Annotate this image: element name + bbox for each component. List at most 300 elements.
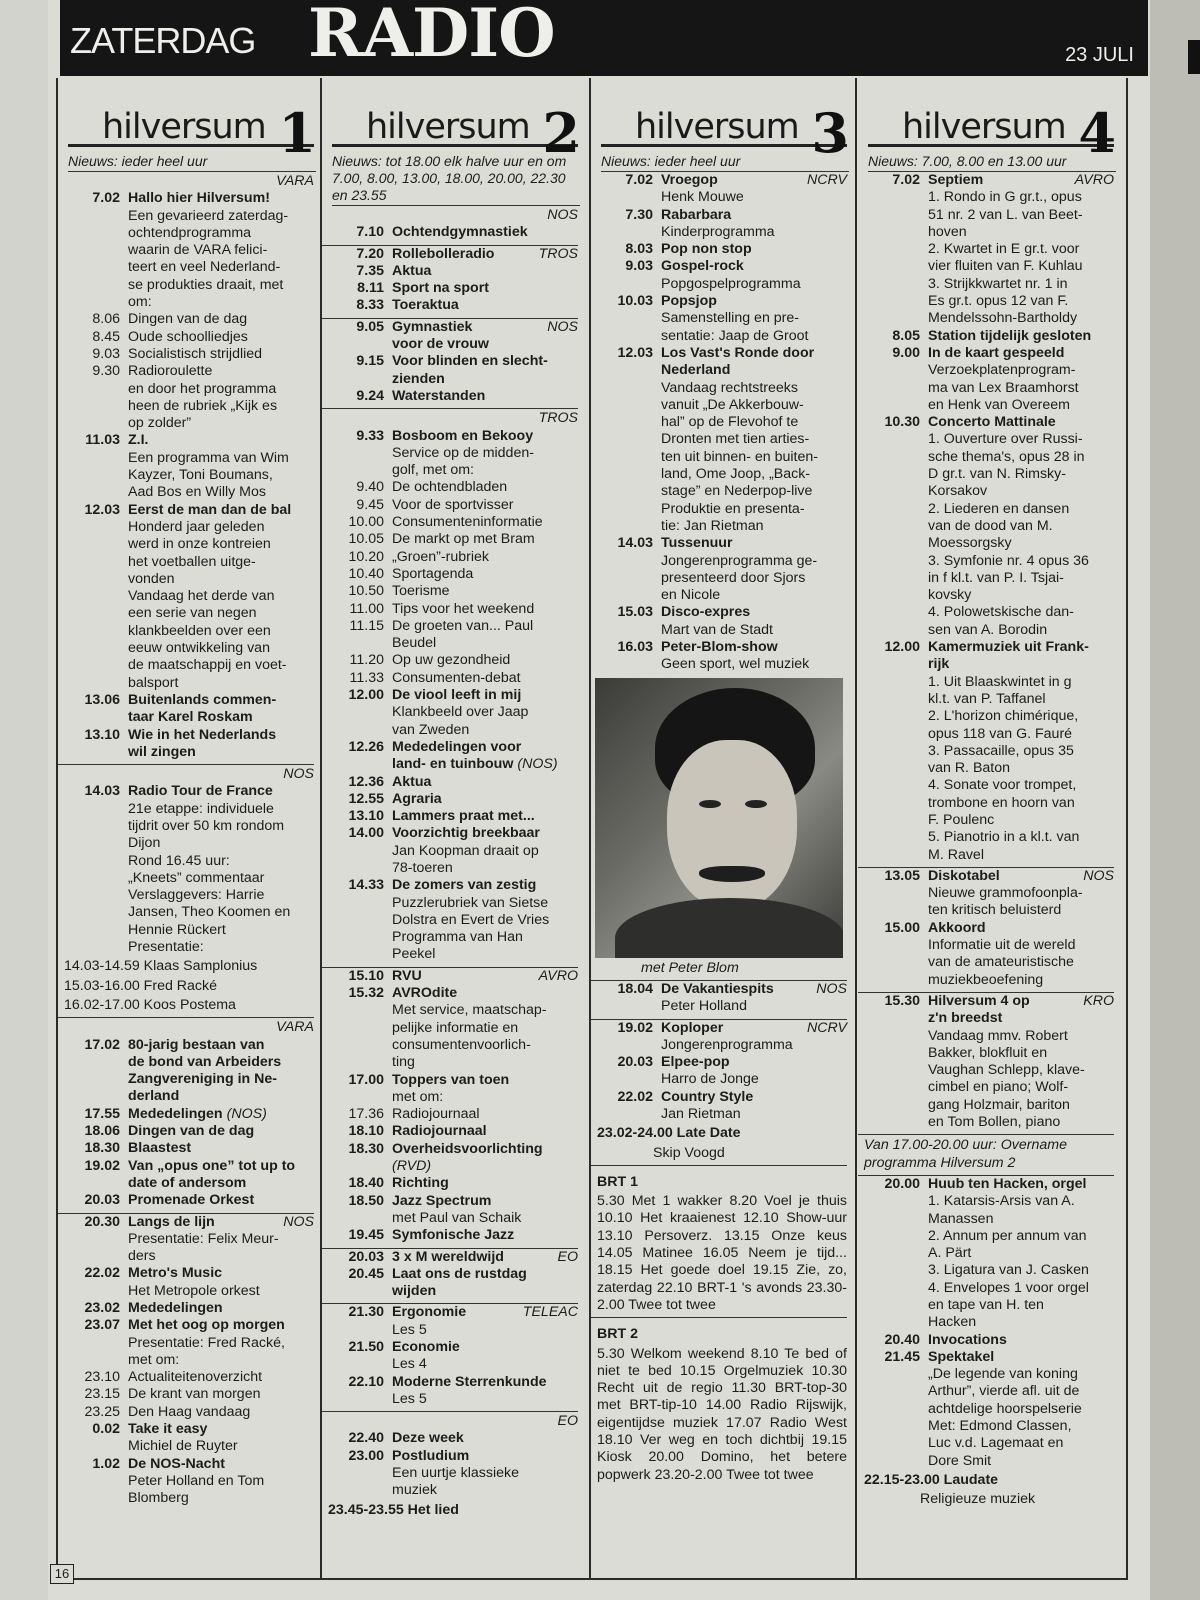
program-details <box>128 311 314 328</box>
program-time: 20.45 <box>348 1265 384 1282</box>
program-description: Bakker, blokfluit en <box>928 1044 1048 1061</box>
program-description: een serie van negen <box>128 605 257 622</box>
program-description: Klankbeeld over Jaap <box>392 704 529 721</box>
program-title-text: Spektakel <box>928 1348 995 1365</box>
photo-shirt <box>615 898 843 958</box>
station-number: 3 <box>811 100 849 165</box>
program-description: Es gr.t. opus 12 van F. <box>928 293 1069 310</box>
program-description: „Kneets” commentaar <box>128 869 265 886</box>
program-details <box>928 868 1114 920</box>
program-item <box>591 1020 847 1055</box>
program-time: 10.30 <box>884 414 920 431</box>
program-time: 8.03 <box>625 241 653 258</box>
brt-heading: BRT 1 <box>597 1173 638 1190</box>
program-line: 14.03-14.59 Klaas Samplonius <box>64 958 258 975</box>
program-details <box>128 1421 314 1456</box>
program-description: vonden <box>128 570 175 587</box>
program-title-text: Radiojournaal <box>392 1123 487 1140</box>
program-description: de maatschappij en voet- <box>128 657 287 674</box>
program-title-cont <box>928 656 1114 673</box>
brt-schedule: 5.30 Met 1 wakker 8.20 Voel je thuis 10.10 Het kraaienest 12.10 Show-uur 13.10 Persoverz. 13.15 Onze keus 14.05 Matinee 16.05 Neem je tijd... 18.15 Het goede doel 19.15 Zie, zo, zaterdag 22.10 BRT-1 's avonds 23.30-2.00 Twee tot twee <box>597 1193 847 1313</box>
photo-face <box>667 740 797 910</box>
program-description: Hacken <box>928 1314 977 1331</box>
program-title <box>392 825 578 842</box>
program-title <box>928 993 1114 1010</box>
program-item <box>858 868 1114 920</box>
program-description: Les 4 <box>392 1356 427 1373</box>
program-details <box>392 428 578 480</box>
program-note: (NOS) <box>517 756 558 773</box>
program-title-text: Koploper <box>661 1019 724 1036</box>
section-divider <box>322 1411 578 1412</box>
program-time: 15.32 <box>348 985 384 1002</box>
program-description: muziekbeoefening <box>928 971 1044 988</box>
program-item <box>322 353 578 388</box>
program-item <box>858 1176 1114 1332</box>
column-hilversum-1 <box>58 78 320 1576</box>
program-title <box>928 920 1114 937</box>
program-details <box>128 1123 314 1140</box>
program-description: Service op de midden- <box>392 444 534 461</box>
program-time: 10.40 <box>348 565 384 582</box>
program-line: 23.02-24.00 Late Date <box>597 1125 741 1142</box>
program-time: 8.05 <box>892 327 920 344</box>
program-details <box>128 1369 314 1386</box>
program-title <box>928 328 1114 345</box>
program-item <box>58 1369 314 1386</box>
program-details <box>928 920 1114 989</box>
station-name: hilversum <box>366 106 530 147</box>
broadcaster-label: EO <box>557 1248 578 1265</box>
photo-caption: met Peter Blom <box>641 959 739 976</box>
program-time: 19.02 <box>84 1157 120 1174</box>
page-gutter <box>1150 0 1200 1600</box>
program-item <box>322 1072 578 1107</box>
program-item <box>58 346 314 363</box>
broadcaster-label: VARA <box>276 173 314 189</box>
program-title-text: Jazz Spectrum <box>392 1192 492 1209</box>
broadcaster-label: NOS <box>283 1213 314 1230</box>
program-item <box>322 670 578 687</box>
program-description: kl.t. van P. Taffanel <box>928 690 1046 707</box>
program-title <box>661 258 847 275</box>
program-time: 20.00 <box>884 1175 920 1192</box>
program-details <box>392 825 578 877</box>
program-details <box>392 497 578 514</box>
program-title <box>128 1106 314 1123</box>
broadcaster-label: AVRO <box>1074 172 1114 188</box>
program-time: 14.03 <box>84 783 120 800</box>
program-title-text: Tussenuur <box>661 535 733 552</box>
program-item <box>322 297 578 314</box>
program-time: 18.40 <box>348 1175 384 1192</box>
program-item <box>322 1374 578 1409</box>
section-divider <box>58 1017 314 1018</box>
program-item <box>322 514 578 531</box>
program-title <box>392 388 578 405</box>
program-description: golf, met om: <box>392 462 475 479</box>
program-title-text: Radioroulette <box>128 363 213 380</box>
program-title <box>392 263 578 280</box>
program-title <box>928 414 1114 431</box>
section-divider <box>591 1165 847 1166</box>
program-title <box>392 1266 578 1283</box>
program-title-text: Symfonische Jazz <box>392 1227 515 1244</box>
program-time: 22.40 <box>348 1430 384 1447</box>
program-details <box>392 1304 578 1339</box>
program-title-text: AVROdite <box>392 985 458 1002</box>
program-title-text: De groeten van... Paul <box>392 617 534 634</box>
program-details <box>392 652 578 669</box>
program-description: Presentatie: Felix Meur- <box>128 1230 279 1247</box>
program-item <box>322 968 578 985</box>
program-description: met Paul van Schaik <box>392 1209 522 1226</box>
program-title-text: Disco-expres <box>661 604 751 621</box>
program-title-text: 3 x M wereldwijd <box>392 1248 504 1265</box>
program-details <box>392 1339 578 1374</box>
program-title <box>128 1456 314 1473</box>
program-description: ten kritisch beluisterd <box>928 902 1062 919</box>
program-time: 14.33 <box>348 877 384 894</box>
program-description: Les 5 <box>392 1390 427 1407</box>
program-item <box>58 432 314 501</box>
program-description: Harro de Jonge <box>661 1071 759 1088</box>
program-time: 17.02 <box>84 1036 120 1053</box>
program-description: Een programma van Wim <box>128 449 289 466</box>
program-details <box>128 329 314 346</box>
program-time: 22.10 <box>348 1373 384 1390</box>
program-title-text: Economie <box>392 1339 460 1355</box>
program-description: Vandaag het derde van <box>128 588 275 605</box>
program-details <box>392 968 578 985</box>
station-name: hilversum <box>635 106 799 147</box>
program-title-text: Huub ten Hacken, orgel <box>928 1175 1087 1192</box>
program-note: (RVD) <box>392 1158 432 1175</box>
program-title-text: Mededelingen voor <box>392 738 522 755</box>
program-description: hal” op de Flevohof te <box>661 414 799 431</box>
program-item <box>58 363 314 432</box>
program-title <box>128 1265 314 1282</box>
program-details <box>661 535 847 604</box>
program-title <box>661 1089 847 1106</box>
program-title-text: Gospel-rock <box>661 258 744 275</box>
program-title-text: „Groen”-rubriek <box>392 548 489 565</box>
program-title <box>661 345 847 362</box>
program-title <box>661 604 847 621</box>
program-details <box>392 224 578 241</box>
program-title-text: derland <box>128 1088 180 1105</box>
program-description: 2. L'horizon chimérique, <box>928 708 1079 725</box>
program-details <box>392 514 578 531</box>
program-title-text: Concerto Mattinale <box>928 414 1056 431</box>
program-title <box>392 687 578 704</box>
program-description: klankbeelden over een <box>128 622 271 639</box>
program-description: om: <box>128 294 152 311</box>
program-title-text: In de kaart gespeeld <box>928 344 1065 361</box>
program-title <box>928 1176 1114 1193</box>
program-time: 19.02 <box>617 1019 653 1036</box>
program-description: van Zweden <box>392 721 470 738</box>
program-item <box>322 687 578 739</box>
program-title <box>128 1140 314 1157</box>
program-title-text: Akkoord <box>928 919 986 936</box>
program-time: 9.03 <box>625 258 653 275</box>
program-title <box>128 1300 314 1317</box>
program-time: 12.36 <box>348 773 384 790</box>
program-title-text: wijden <box>392 1283 437 1300</box>
program-details <box>128 1037 314 1106</box>
program-item <box>591 172 847 207</box>
program-title <box>392 1106 578 1123</box>
program-title <box>392 877 578 894</box>
program-description: in f kl.t. van P. I. Tsjai- <box>928 569 1064 586</box>
program-details <box>928 328 1114 345</box>
program-description: Korsakov <box>928 483 988 500</box>
program-item <box>322 1193 578 1228</box>
program-description: vier fluiten van F. Kuhlau <box>928 258 1083 275</box>
program-title-text: Mededelingen <box>128 1300 223 1316</box>
program-description: Vandaag rechtstreeks <box>661 379 798 396</box>
program-title-text: Toerisme <box>392 583 450 600</box>
program-description: ten uit binnen- en buiten- <box>661 448 818 465</box>
program-details <box>392 479 578 496</box>
program-item <box>58 727 314 762</box>
program-details <box>392 774 578 791</box>
brt-schedule: 5.30 Welkom weekend 8.10 Te bed of niet te bed 10.15 Orgelmuziek 10.30 Recht uit de regio 11.30 BRT-top-30 met BRT-tip-10 14.00 Radio Rijswijk, eigentijdse muziek 17.07 Radio West 18.10 Ver weg en toch dichtbij 19.15 Kiosk 20.00 Domino, het betere popwerk 23.20-2.00 Twee tot twee <box>597 1345 847 1483</box>
program-details <box>128 1300 314 1317</box>
program-details <box>392 1430 578 1447</box>
program-item <box>858 414 1114 639</box>
program-time: 10.03 <box>617 293 653 310</box>
program-description: 21e etappe: individuele <box>128 800 274 817</box>
program-description: sche thema's, opus 28 in <box>928 448 1085 465</box>
program-title-text: Lammers praat met... <box>392 808 535 825</box>
program-item <box>322 1430 578 1447</box>
program-title-text: Dingen van de dag <box>128 1123 255 1140</box>
program-title <box>661 1020 847 1037</box>
program-description: land, Ome Joop, „Back- <box>661 466 811 483</box>
program-item <box>591 207 847 242</box>
program-description: kovsky <box>928 587 972 604</box>
program-title-text: Promenade Orkest <box>128 1192 255 1209</box>
program-description: sentatie: Jaap de Groot <box>661 327 809 344</box>
program-title-text: De ochtendbladen <box>392 479 508 496</box>
program-description: Geen sport, wel muziek <box>661 656 810 673</box>
section-divider <box>58 764 314 765</box>
program-title-text: Radio Tour de France <box>128 783 273 800</box>
program-description: Moessorgsky <box>928 535 1012 552</box>
program-description: Beudel <box>392 635 437 652</box>
program-title-text: Actualiteitenoverzicht <box>128 1369 263 1386</box>
program-item <box>58 329 314 346</box>
program-details <box>392 531 578 548</box>
program-time: 23.25 <box>84 1403 120 1420</box>
program-title <box>392 1249 578 1266</box>
program-title <box>392 1175 578 1192</box>
program-title-text: Aktua <box>392 773 432 790</box>
program-title-cont <box>392 371 578 388</box>
program-description: 3. Ligatura van J. Casken <box>928 1262 1089 1279</box>
program-time: 23.15 <box>84 1386 120 1403</box>
program-title-text: Country Style <box>661 1088 754 1105</box>
program-title-text: Popsjop <box>661 293 717 310</box>
program-time: 14.03 <box>617 535 653 552</box>
program-description: van R. Baton <box>928 760 1011 777</box>
program-title <box>128 190 314 207</box>
program-title <box>392 774 578 791</box>
program-item <box>58 1037 314 1106</box>
program-time: 7.30 <box>625 206 653 223</box>
program-title <box>392 601 578 618</box>
program-item <box>58 1421 314 1456</box>
program-time: 10.00 <box>348 514 384 531</box>
program-time: 15.00 <box>884 919 920 936</box>
program-details <box>392 791 578 808</box>
program-description: Aad Bos en Willy Mos <box>128 484 266 501</box>
program-details <box>928 639 1114 864</box>
program-item <box>58 1214 314 1266</box>
program-title <box>392 1430 578 1447</box>
program-details <box>392 297 578 314</box>
program-title-text: Oude schoolliedjes <box>128 328 248 345</box>
program-title-cont <box>128 1071 314 1088</box>
program-description: Arthur”, vierde afl. uit de <box>928 1383 1080 1400</box>
program-title-text: rijk <box>928 656 950 673</box>
program-item <box>322 791 578 808</box>
program-details <box>392 877 578 963</box>
program-item <box>322 652 578 669</box>
broadcaster-label: NOS <box>1083 867 1114 884</box>
program-item <box>322 601 578 618</box>
program-time: 20.03 <box>84 1192 120 1209</box>
broadcaster-label: TROS <box>538 245 578 262</box>
program-details <box>661 345 847 535</box>
program-time: 9.15 <box>356 353 384 370</box>
program-title <box>392 652 578 669</box>
program-title-text: Postludium <box>392 1447 470 1464</box>
program-title-cont <box>928 1010 1114 1027</box>
program-details <box>392 1175 578 1192</box>
photo-mous <box>699 866 765 882</box>
program-details <box>392 601 578 618</box>
program-time: 11.33 <box>349 669 384 686</box>
program-title <box>392 224 578 241</box>
program-title-text: Zangvereniging in Ne- <box>128 1071 277 1088</box>
program-title <box>128 329 314 346</box>
program-title <box>392 566 578 583</box>
station-name: hilversum <box>902 106 1066 147</box>
program-title-text: 80-jarig bestaan van <box>128 1036 265 1053</box>
program-title-text: Voorzichtig breekbaar <box>392 825 540 842</box>
header-day: ZATERDAG <box>70 20 256 61</box>
program-title <box>928 345 1114 362</box>
program-item <box>322 479 578 496</box>
program-title <box>128 1192 314 1209</box>
program-item <box>58 1404 314 1421</box>
program-item <box>322 583 578 600</box>
program-details <box>392 246 578 263</box>
station-heading <box>332 78 580 165</box>
program-description: Een gevarieerd zaterdag- <box>128 207 289 224</box>
program-title <box>392 1339 578 1356</box>
program-title-text: Septiem <box>928 172 984 188</box>
program-item <box>322 1448 578 1500</box>
broadcaster-label: EO <box>557 1413 578 1430</box>
program-item <box>322 531 578 548</box>
program-item <box>58 502 314 692</box>
program-details <box>661 604 847 639</box>
program-item <box>322 497 578 514</box>
program-item <box>58 692 314 727</box>
program-title <box>928 868 1114 885</box>
program-title <box>661 172 847 189</box>
program-title-cont <box>128 1054 314 1071</box>
program-title-text: voor de vrouw <box>392 336 489 353</box>
program-time: 20.40 <box>884 1331 920 1348</box>
program-details <box>661 258 847 293</box>
program-item <box>591 1089 847 1124</box>
program-title-text: Sportagenda <box>392 565 474 582</box>
program-item <box>58 1386 314 1403</box>
program-description: Peekel <box>392 946 436 963</box>
program-details <box>392 985 578 1071</box>
program-description: 51 nr. 2 van L. van Beet- <box>928 206 1083 223</box>
program-details <box>128 1386 314 1403</box>
program-title-cont <box>392 1283 578 1300</box>
program-description: Mendelssohn-Bartholdy <box>928 310 1078 327</box>
program-line: 22.15-23.00 Laudate <box>864 1471 999 1488</box>
program-note: (NOS) <box>226 1105 267 1122</box>
program-time: 9.30 <box>92 363 120 380</box>
program-description: en tape van H. ten <box>928 1297 1044 1313</box>
program-title-text: Bosboom en Bekooy <box>392 427 534 444</box>
page-number: 16 <box>50 1564 74 1584</box>
program-description: Programma van Han <box>392 929 523 946</box>
program-title-text: Consumenten-debat <box>392 669 521 686</box>
program-title <box>128 1037 314 1054</box>
program-description: Henk Mouwe <box>661 189 744 206</box>
program-time: 10.05 <box>348 531 384 548</box>
program-description: M. Ravel <box>928 846 984 863</box>
program-description: „De legende van koning <box>928 1366 1078 1383</box>
program-title <box>392 1193 578 1210</box>
program-title <box>392 297 578 314</box>
program-title-text: Tips voor het weekend <box>392 600 535 617</box>
program-title <box>392 583 578 600</box>
program-description: 1. Uit Blaaskwintet in g <box>928 673 1072 690</box>
program-details <box>392 263 578 280</box>
program-description: teert en veel Nederland- <box>128 259 281 276</box>
program-details <box>128 346 314 363</box>
program-details <box>928 993 1114 1131</box>
program-title <box>392 353 578 370</box>
program-title-text: Richting <box>392 1175 449 1192</box>
program-description: sen van A. Borodin <box>928 621 1048 638</box>
program-time: 19.45 <box>348 1227 384 1244</box>
program-title-cont <box>128 744 314 761</box>
program-time: 10.50 <box>348 583 384 600</box>
program-details <box>392 388 578 405</box>
program-details <box>128 190 314 311</box>
program-details <box>392 1374 578 1409</box>
program-title-text: De zomers van zestig <box>392 877 537 894</box>
program-title <box>928 172 1114 189</box>
program-item <box>322 319 578 354</box>
program-title <box>661 639 847 656</box>
program-title-text: Eerst de man dan de bal <box>128 501 292 518</box>
program-title-text: wil zingen <box>128 743 196 760</box>
program-description: en Nicole <box>661 587 721 604</box>
